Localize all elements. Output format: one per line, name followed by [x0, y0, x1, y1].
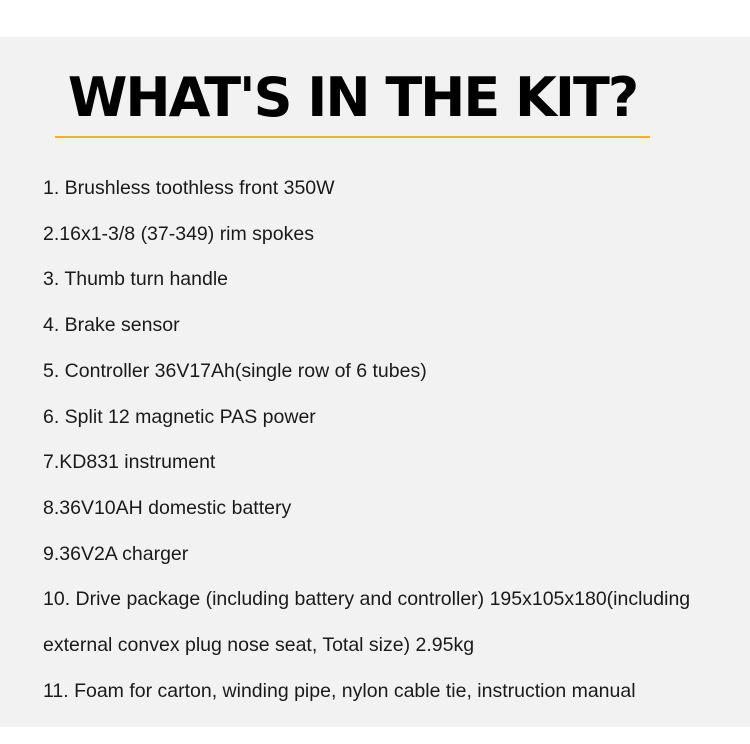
list-item: 5. Controller 36V17Ah(single row of 6 tubes) — [43, 359, 427, 382]
list-item: 7.KD831 instrument — [43, 451, 216, 474]
list-item: 3. Thumb turn handle — [43, 268, 229, 291]
list-item: 11. Foam for carton, winding pipe, nylon cable tie, instruction manual — [43, 679, 636, 702]
kit-items-list — [43, 166, 733, 714]
list-item: 1. Brushless toothless front 350W — [43, 177, 335, 199]
list-item: 2.16x1-3/8 (37-349) rim spokes — [43, 222, 314, 245]
list-item: 10. Drive package (including battery and controller) 195x105x180(including external convex plug nose seat, Total size) 2.95kg — [43, 588, 691, 657]
list-item: 9.36V2A charger — [43, 542, 189, 565]
list-item: 8.36V10AH domestic battery — [43, 496, 292, 519]
page-title: WHAT'S IN THE KIT? — [67, 66, 638, 129]
list-item: 6. Split 12 magnetic PAS power — [43, 405, 316, 428]
list-item: 4. Brake sensor — [43, 314, 180, 337]
title-underline — [55, 136, 650, 138]
